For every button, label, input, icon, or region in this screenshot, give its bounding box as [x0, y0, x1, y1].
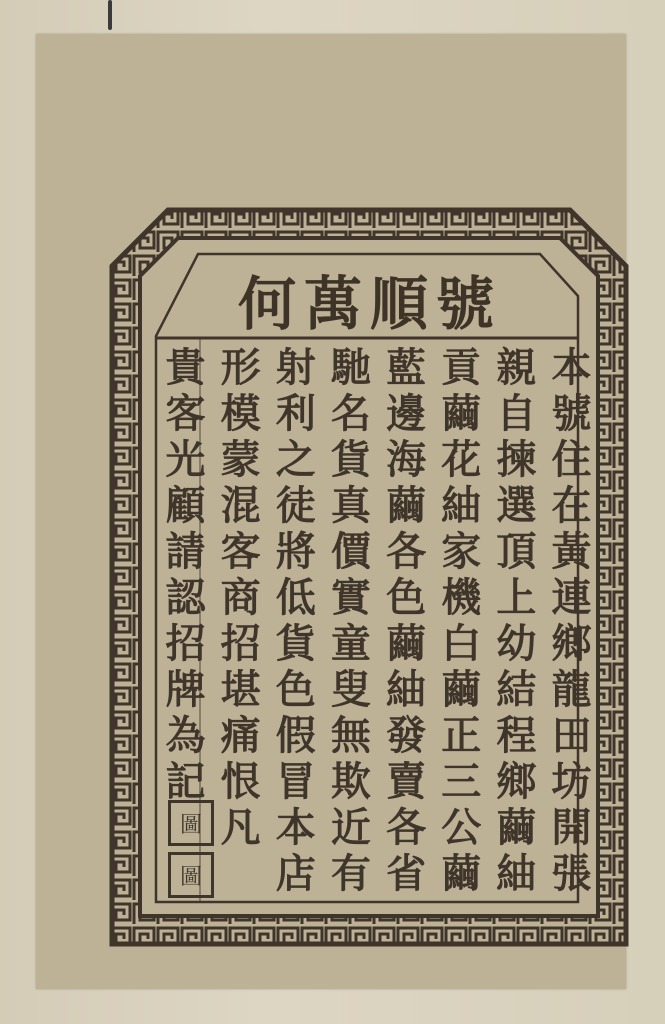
shop-title: 何萬順號	[238, 270, 503, 338]
woodblock-label	[108, 206, 630, 948]
text-column: 貢繭花紬家機白繭正三公繭	[434, 346, 482, 898]
paper-sheet	[36, 34, 626, 989]
text-column: 親自揀選頂上幼結程鄉繭紬	[489, 346, 537, 898]
ink-speck	[108, 0, 112, 30]
text-column: 射利之徒將低貨色假冒本店	[269, 346, 317, 898]
seal-mark-lower: 圖	[168, 852, 214, 898]
text-column: 馳名貨真價實童叟無欺近有	[324, 346, 372, 898]
text-column: 形模蒙混客商招堪痛恨凡	[214, 346, 262, 852]
text-column: 本號住在黃連鄉龍田坊開張	[544, 346, 592, 898]
label-body	[160, 346, 590, 906]
seal-mark-upper: 圖	[168, 800, 214, 846]
text-column: 貴客光顧請認招牌為記	[159, 346, 206, 806]
text-column: 藍邊海繭各色繭紬發賣各省	[379, 346, 427, 898]
